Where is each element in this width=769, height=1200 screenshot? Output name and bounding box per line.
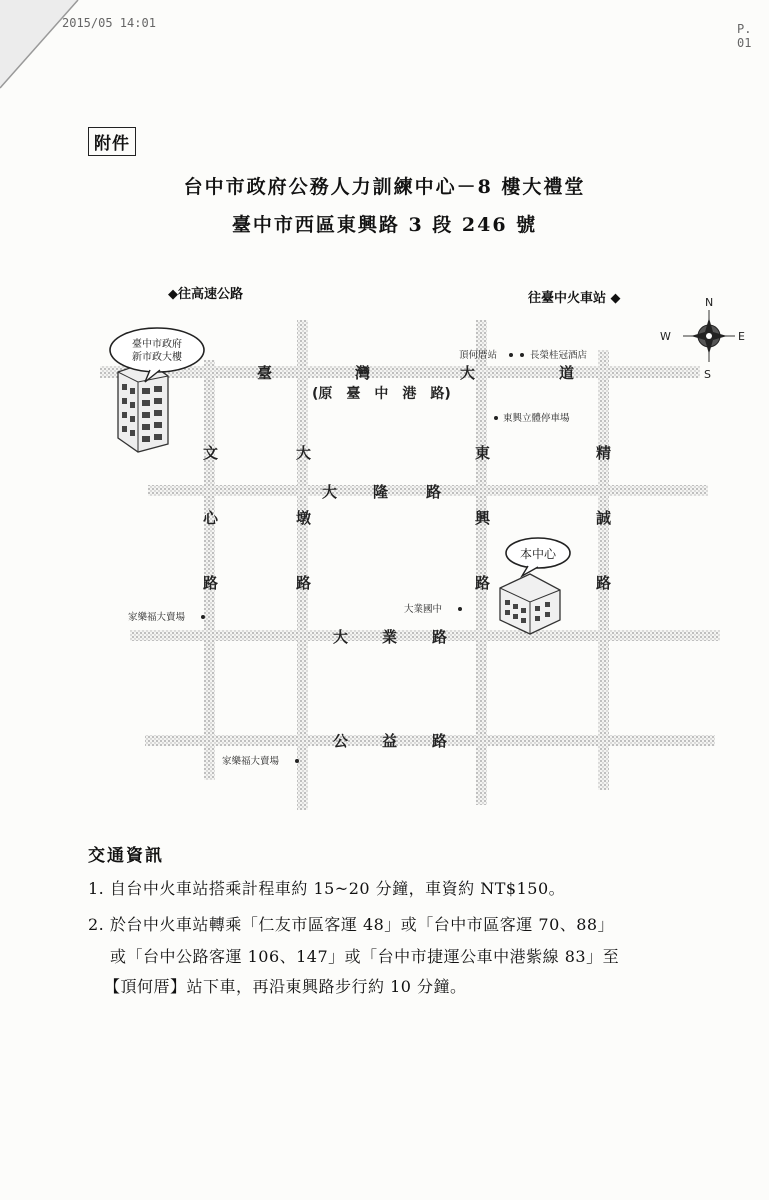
venue-address: 臺中市西區東興路 3 段 246 號 [231, 214, 538, 236]
fax-timestamp: 2015/05 14:01 [62, 16, 156, 30]
label-wenxin-2: 心 [203, 509, 219, 527]
label-taiwan-2: 灣 [355, 364, 371, 382]
label-dongxing-2: 興 [475, 509, 491, 527]
road-dadun [297, 320, 308, 810]
road-daye [130, 630, 720, 641]
training-center-label: 本中心 [519, 547, 557, 561]
compass-w: W [660, 330, 671, 343]
label-dalong-1: 大 [322, 483, 338, 501]
traffic-line-2: 2. 於台中火車站轉乘「仁友市區客運 48」或「台中市區客運 70、88」 [88, 915, 615, 934]
label-jingcheng-3: 路 [596, 574, 612, 592]
label-dalong-3: 路 [426, 483, 442, 501]
training-center-building-icon [500, 574, 560, 634]
label-jingcheng-2: 誠 [596, 509, 612, 527]
label-gongyi-2: 益 [382, 732, 398, 750]
road-dongxing [476, 320, 487, 805]
traffic-line-3: 或「台中公路客運 106、147」或「台中市捷運公車中港紫線 83」至 [110, 947, 620, 966]
label-gongyi-3: 路 [432, 732, 448, 750]
direction-highway: ◆往高速公路 [168, 287, 243, 302]
label-taiwan-1: 臺 [257, 364, 273, 382]
label-wenxin-3: 路 [203, 574, 219, 592]
compass-n: N [705, 296, 714, 309]
label-daye-3: 路 [432, 628, 448, 646]
label-taiwan-alias: (原 臺 中 港 路) [312, 386, 451, 402]
label-dadun-1: 大 [296, 444, 312, 462]
poi-dinghecuo: 頂何厝站 [459, 350, 498, 361]
training-center-speech-bubble [506, 538, 570, 576]
label-gongyi-1: 公 [333, 732, 349, 750]
traffic-line-1: 1. 自台中火車站搭乘計程車約 15~20 分鐘，車資約 NT$150。 [88, 879, 566, 898]
label-dongxing-3: 路 [475, 574, 491, 592]
direction-train-station: 往臺中火車站 ◆ [528, 291, 621, 306]
venue-title: 台中市政府公務人力訓練中心－8 樓大禮堂 [183, 176, 586, 198]
compass-s: S [704, 368, 711, 381]
compass-e: E [738, 330, 745, 343]
traffic-heading: 交通資訊 [88, 846, 164, 866]
label-dongxing-1: 東 [475, 444, 491, 462]
label-dadun-2: 墩 [296, 509, 312, 527]
poi-jiale-upper: 家樂福大賣場 [128, 612, 186, 623]
poi-changrong: 長榮桂冠酒店 [530, 350, 588, 361]
attachment-label: 附件 [88, 127, 136, 156]
label-daye-1: 大 [333, 628, 349, 646]
road-taiwan-blvd [100, 366, 700, 378]
label-dadun-3: 路 [296, 574, 312, 592]
label-daye-2: 業 [382, 628, 398, 646]
label-taiwan-4: 道 [559, 364, 575, 382]
road-gongyi [145, 735, 715, 746]
city-hall-label-1: 臺中市政府 [132, 339, 182, 350]
road-jingcheng [596, 350, 612, 790]
poi-parking: 東興立體停車場 [503, 413, 570, 424]
traffic-line-4: 【頂何厝】站下車，再沿東興路步行約 10 分鐘。 [104, 977, 467, 996]
city-hall-building-icon [118, 362, 168, 452]
poi-jiale-lower: 家樂福大賣場 [222, 756, 280, 767]
city-hall-label-2: 新市政大樓 [132, 352, 182, 363]
fax-page-number: P. 01 [737, 22, 752, 50]
road-wenxin [204, 360, 215, 780]
poi-daye-school: 大業國中 [404, 604, 443, 615]
label-wenxin-1: 文 [203, 444, 219, 462]
label-taiwan-3: 大 [460, 364, 476, 382]
label-jingcheng-1: 精 [596, 444, 612, 462]
label-dalong-2: 隆 [373, 483, 389, 501]
